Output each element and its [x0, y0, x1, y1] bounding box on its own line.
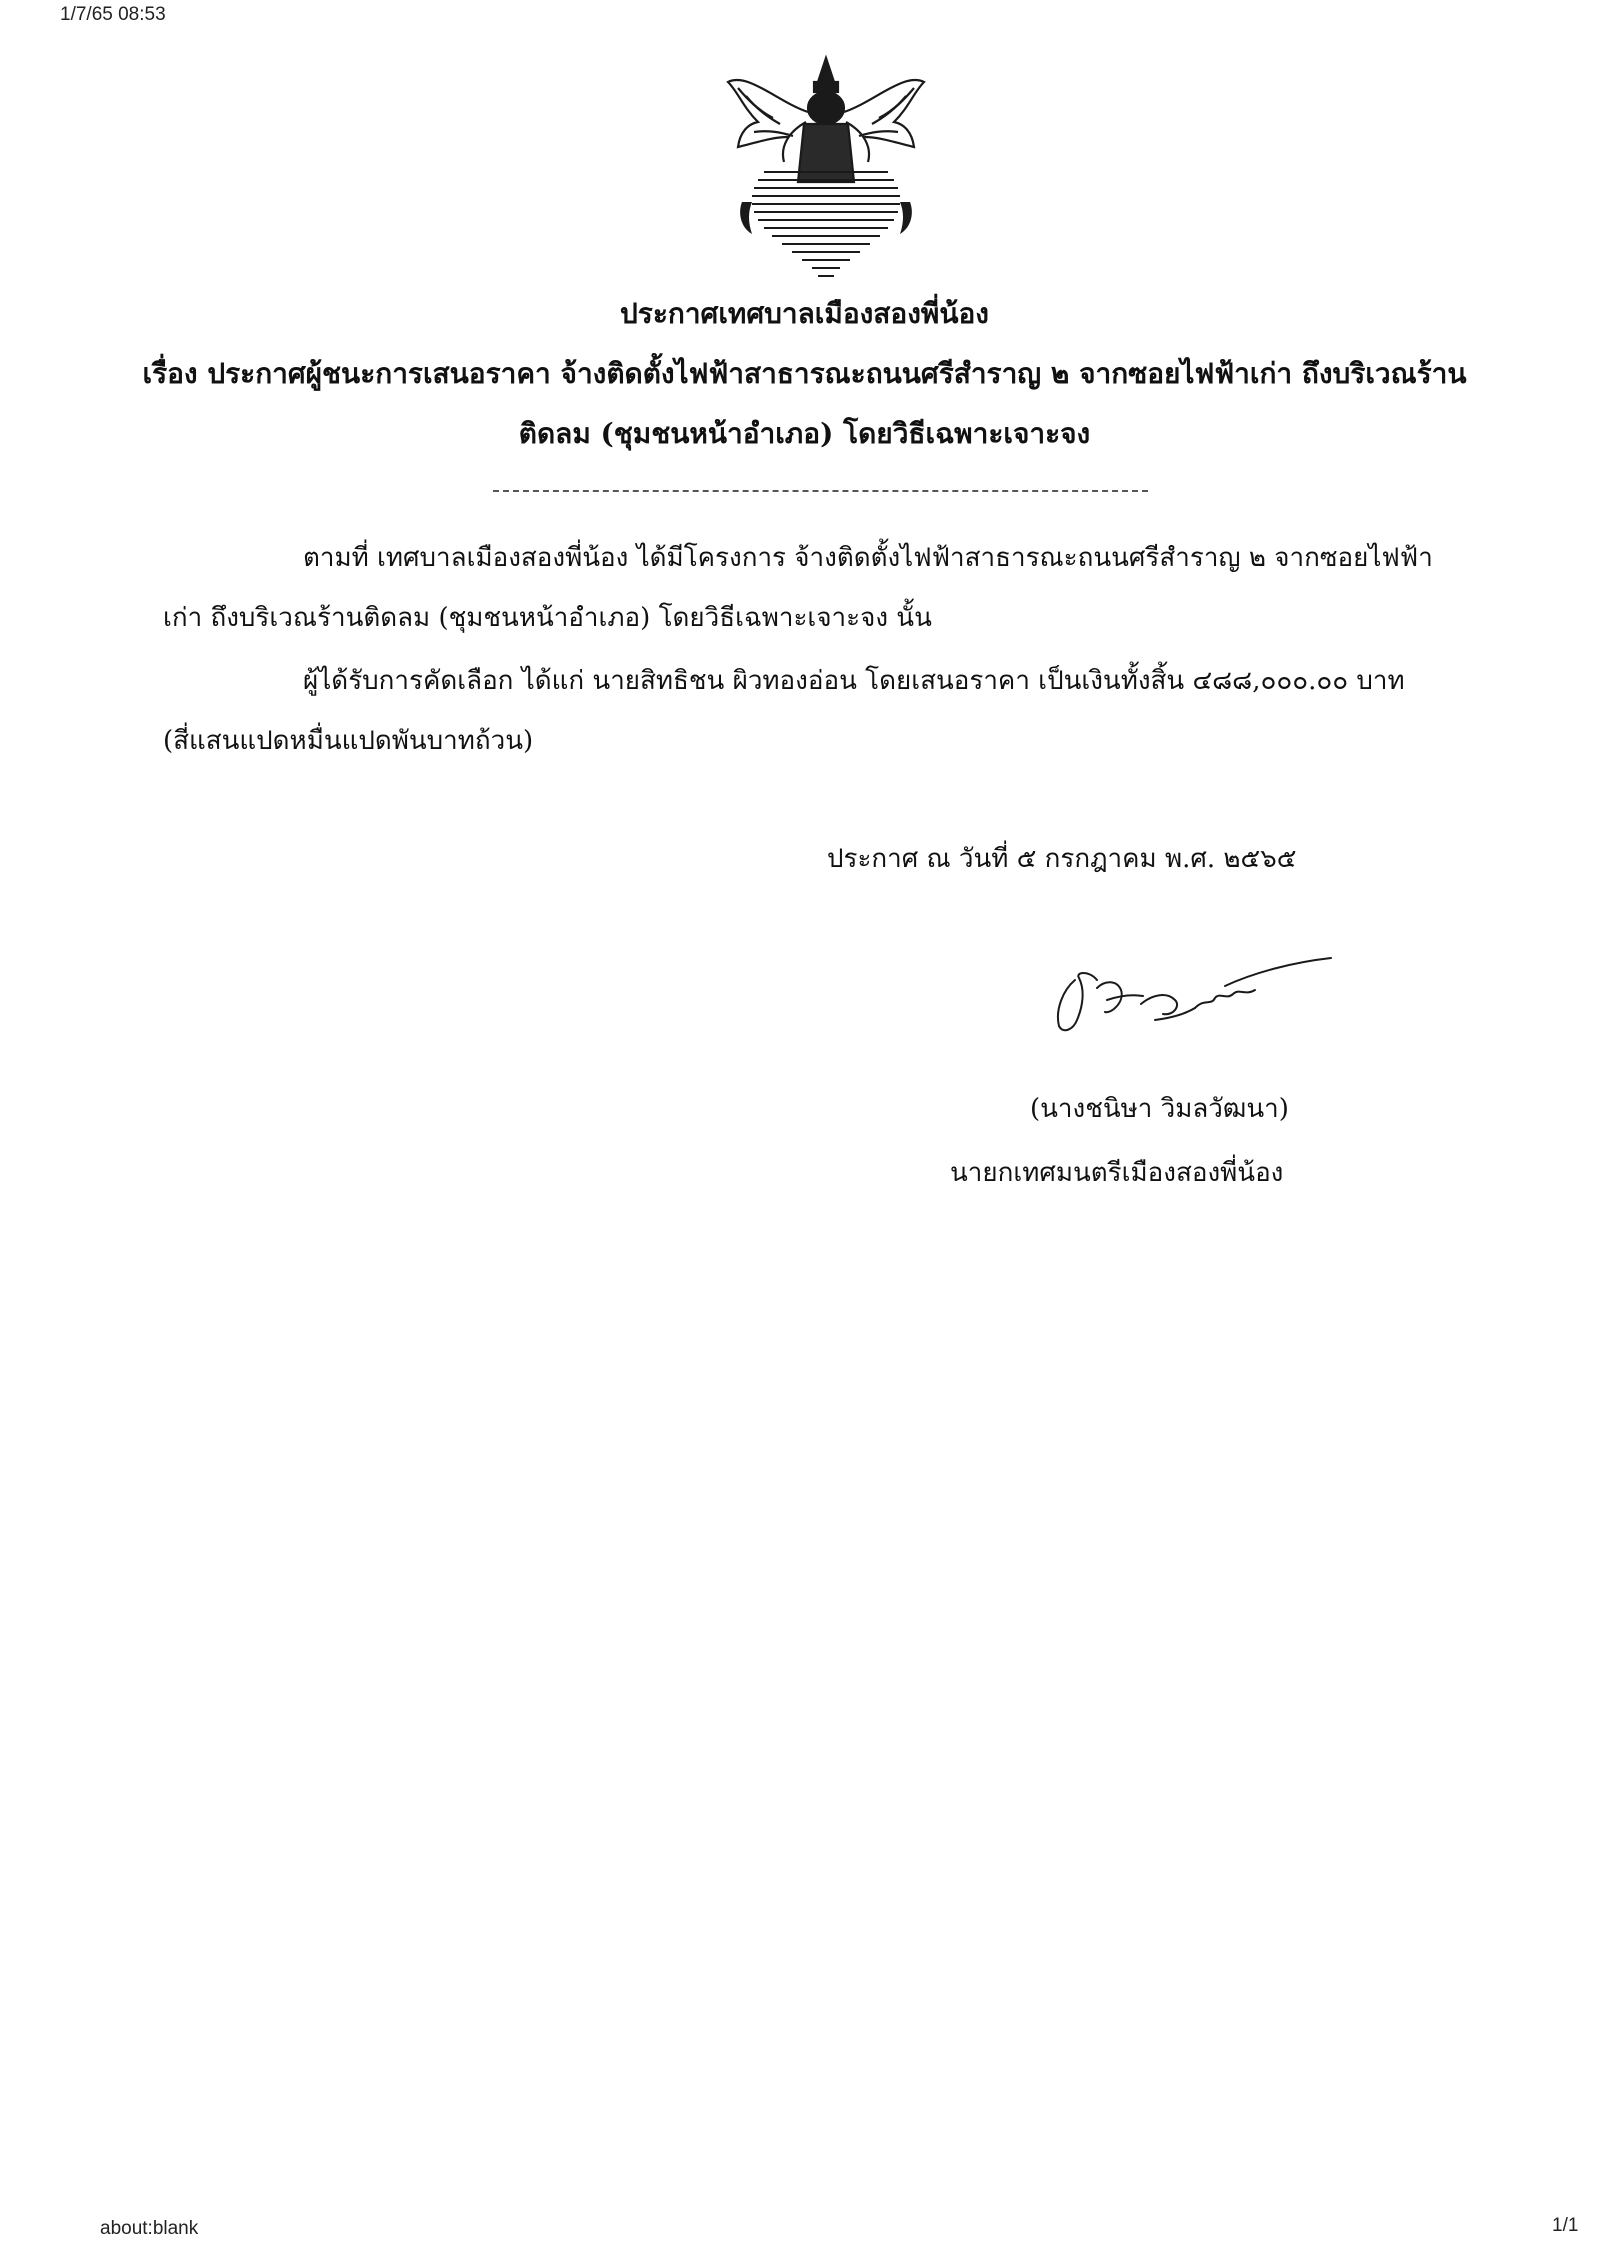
paragraph1-line1: ตามที่ เทศบาลเมืองสองพี่น้อง ได้มีโครงการ จ้างติดตั้งไฟฟ้าสาธารณะถนนศรีสำราญ ๒ จากซอยไฟฟ้า: [303, 543, 1433, 573]
garuda-emblem-icon: [718, 52, 934, 282]
paragraph2-line2: (สี่แสนแปดหมื่นแปดพันบาทถ้วน): [163, 726, 534, 756]
print-url: about:blank: [100, 2218, 199, 2239]
paragraph2-line1: ผู้ได้รับการคัดเลือก ได้แก่ นายสิทธิชน ผิวทองอ่อน โดยเสนอราคา เป็นเงินทั้งสิ้น ๔๘๘,๐๐๐.๐๐ บาท: [303, 666, 1405, 696]
handwritten-signature-icon: [1045, 950, 1335, 1040]
print-page-count: 1/1: [1552, 2215, 1579, 2236]
document-subject-line2: ติดลม (ชุมชนหน้าอำเภอ) โดยวิธีเฉพาะเจาะจง: [518, 417, 1091, 450]
announcement-date: ประกาศ ณ วันที่ ๕ กรกฎาคม พ.ศ. ๒๕๖๕: [827, 844, 1297, 874]
document-title: ประกาศเทศบาลเมืองสองพี่น้อง: [620, 297, 989, 330]
document-subject-line1: เรื่อง ประกาศผู้ชนะการเสนอราคา จ้างติดตั้งไฟฟ้าสาธารณะถนนศรีสำราญ ๒ จากซอยไฟฟ้าเก่า ถึงบริเวณร้าน: [142, 357, 1467, 390]
paragraph1-line2: เก่า ถึงบริเวณร้านติดลม (ชุมชนหน้าอำเภอ) โดยวิธีเฉพาะเจาะจง นั้น: [163, 603, 932, 633]
print-timestamp: 1/7/65 08:53: [60, 4, 166, 25]
header-divider: [493, 490, 1148, 492]
signer-name: (นางชนิษา วิมลวัฒนา): [1030, 1094, 1289, 1124]
signer-title: นายกเทศมนตรีเมืองสองพี่น้อง: [950, 1158, 1284, 1188]
